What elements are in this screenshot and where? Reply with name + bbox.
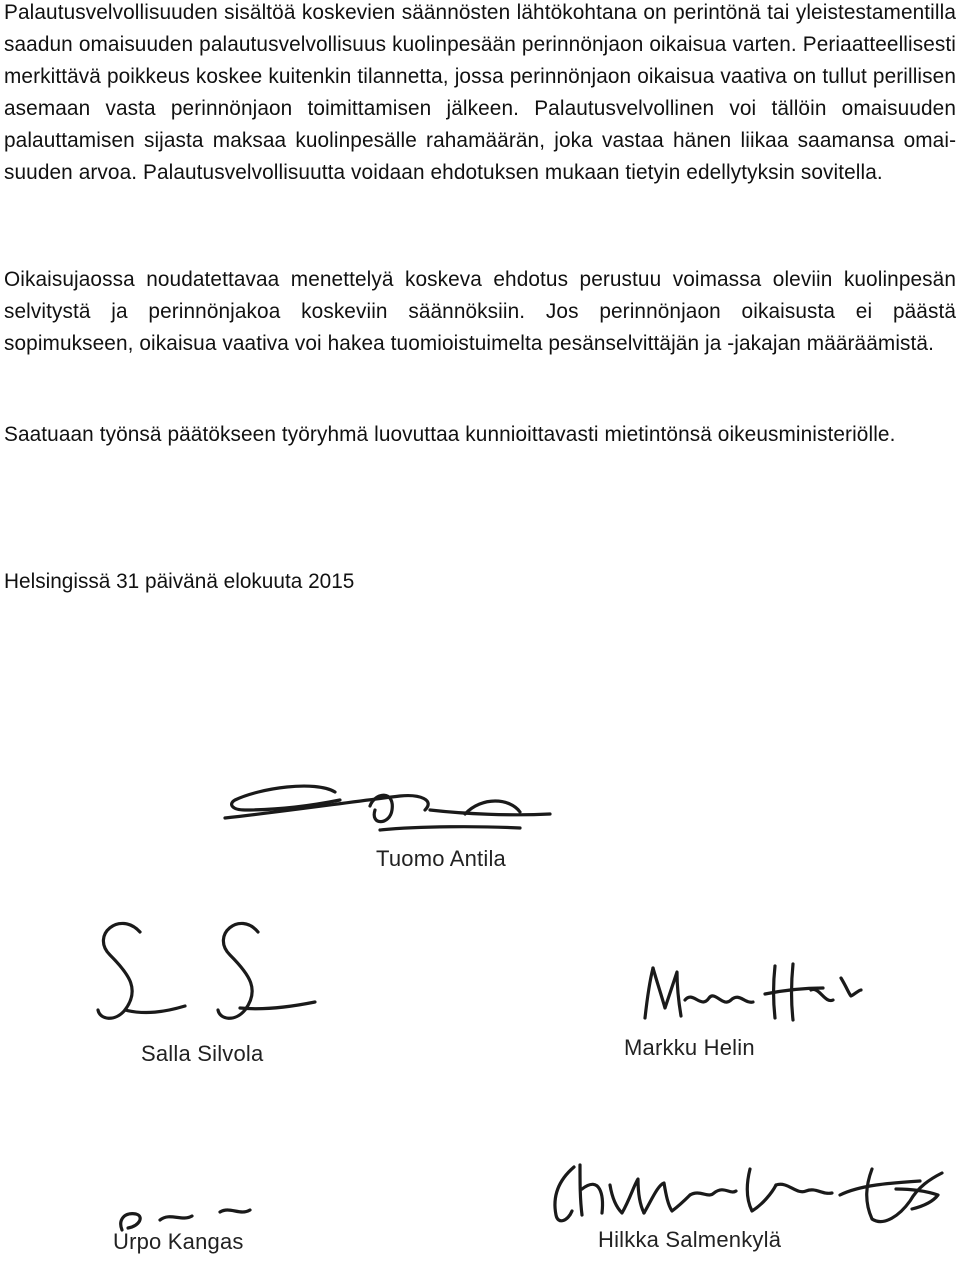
handwritten-signature-icon bbox=[100, 1150, 320, 1230]
body-paragraph-2: Oikaisujaossa noudatettavaa menettelyä koskeva ehdotus perustuu voimassa oleviin kuolinpesän selvitystä ja perinnönjakoa koskeviin säännöksiin. Jos perinnönjaon oikaisusta ei päästä sopimukseen, oikaisua vaativa voi hakea tuomioistuimelta pesänselvittäjän ja -jakajan määräämistä. bbox=[4, 268, 956, 355]
signatory-name-salmenkyla: Hilkka Salmenkylä bbox=[598, 1227, 782, 1252]
signature-block-kangas bbox=[100, 1150, 320, 1260]
signature-block-antila bbox=[220, 770, 560, 880]
handwritten-signature-icon bbox=[615, 960, 875, 1030]
signature-block-salmenkyla bbox=[540, 1155, 960, 1260]
signatory-name-helin: Markku Helin bbox=[624, 1035, 755, 1060]
signatory-name-antila: Tuomo Antila bbox=[376, 846, 506, 871]
signatory-name-silvola: Salla Silvola bbox=[141, 1041, 264, 1066]
handwritten-signature-icon bbox=[540, 1155, 960, 1235]
body-paragraph-1: Palautusvelvollisuuden sisältöä koskevien säännösten lähtökohtana on perintönä tai yleistestamentilla saadun omaisuuden palautusvelvollisuus kuolinpesään perinnönjaon oikaisua varten. Periaatteellisesti merkittävä poikkeus koskee kuitenkin tilannetta, jossa perinnönjaon oikaisua vaativa on tullut perillisen asemaan vasta perinnönjaon toimittamisen jälkeen. Palautusvelvollinen voi tällöin omaisuuden palauttamisen sijasta maksaa kuolinpesälle rahamäärän, joka vastaa hänen liikaa saamansa omaisuuden arvoa. Palautusvelvollisuutta voidaan ehdotuksen mukaan tietyin edellytyksin sovitella. bbox=[4, 1, 956, 184]
handwritten-signature-icon bbox=[90, 910, 330, 1040]
handwritten-signature-icon bbox=[220, 770, 560, 850]
signature-block-helin bbox=[615, 960, 875, 1065]
body-paragraph-3: Saatuaan työnsä päätökseen työryhmä luovuttaa kunnioittavasti mietintönsä oikeusministeriölle. bbox=[4, 423, 896, 446]
signatory-name-kangas: Urpo Kangas bbox=[113, 1229, 244, 1254]
signature-block-silvola bbox=[90, 910, 330, 1070]
date-line: Helsingissä 31 päivänä elokuuta 2015 bbox=[4, 570, 355, 593]
